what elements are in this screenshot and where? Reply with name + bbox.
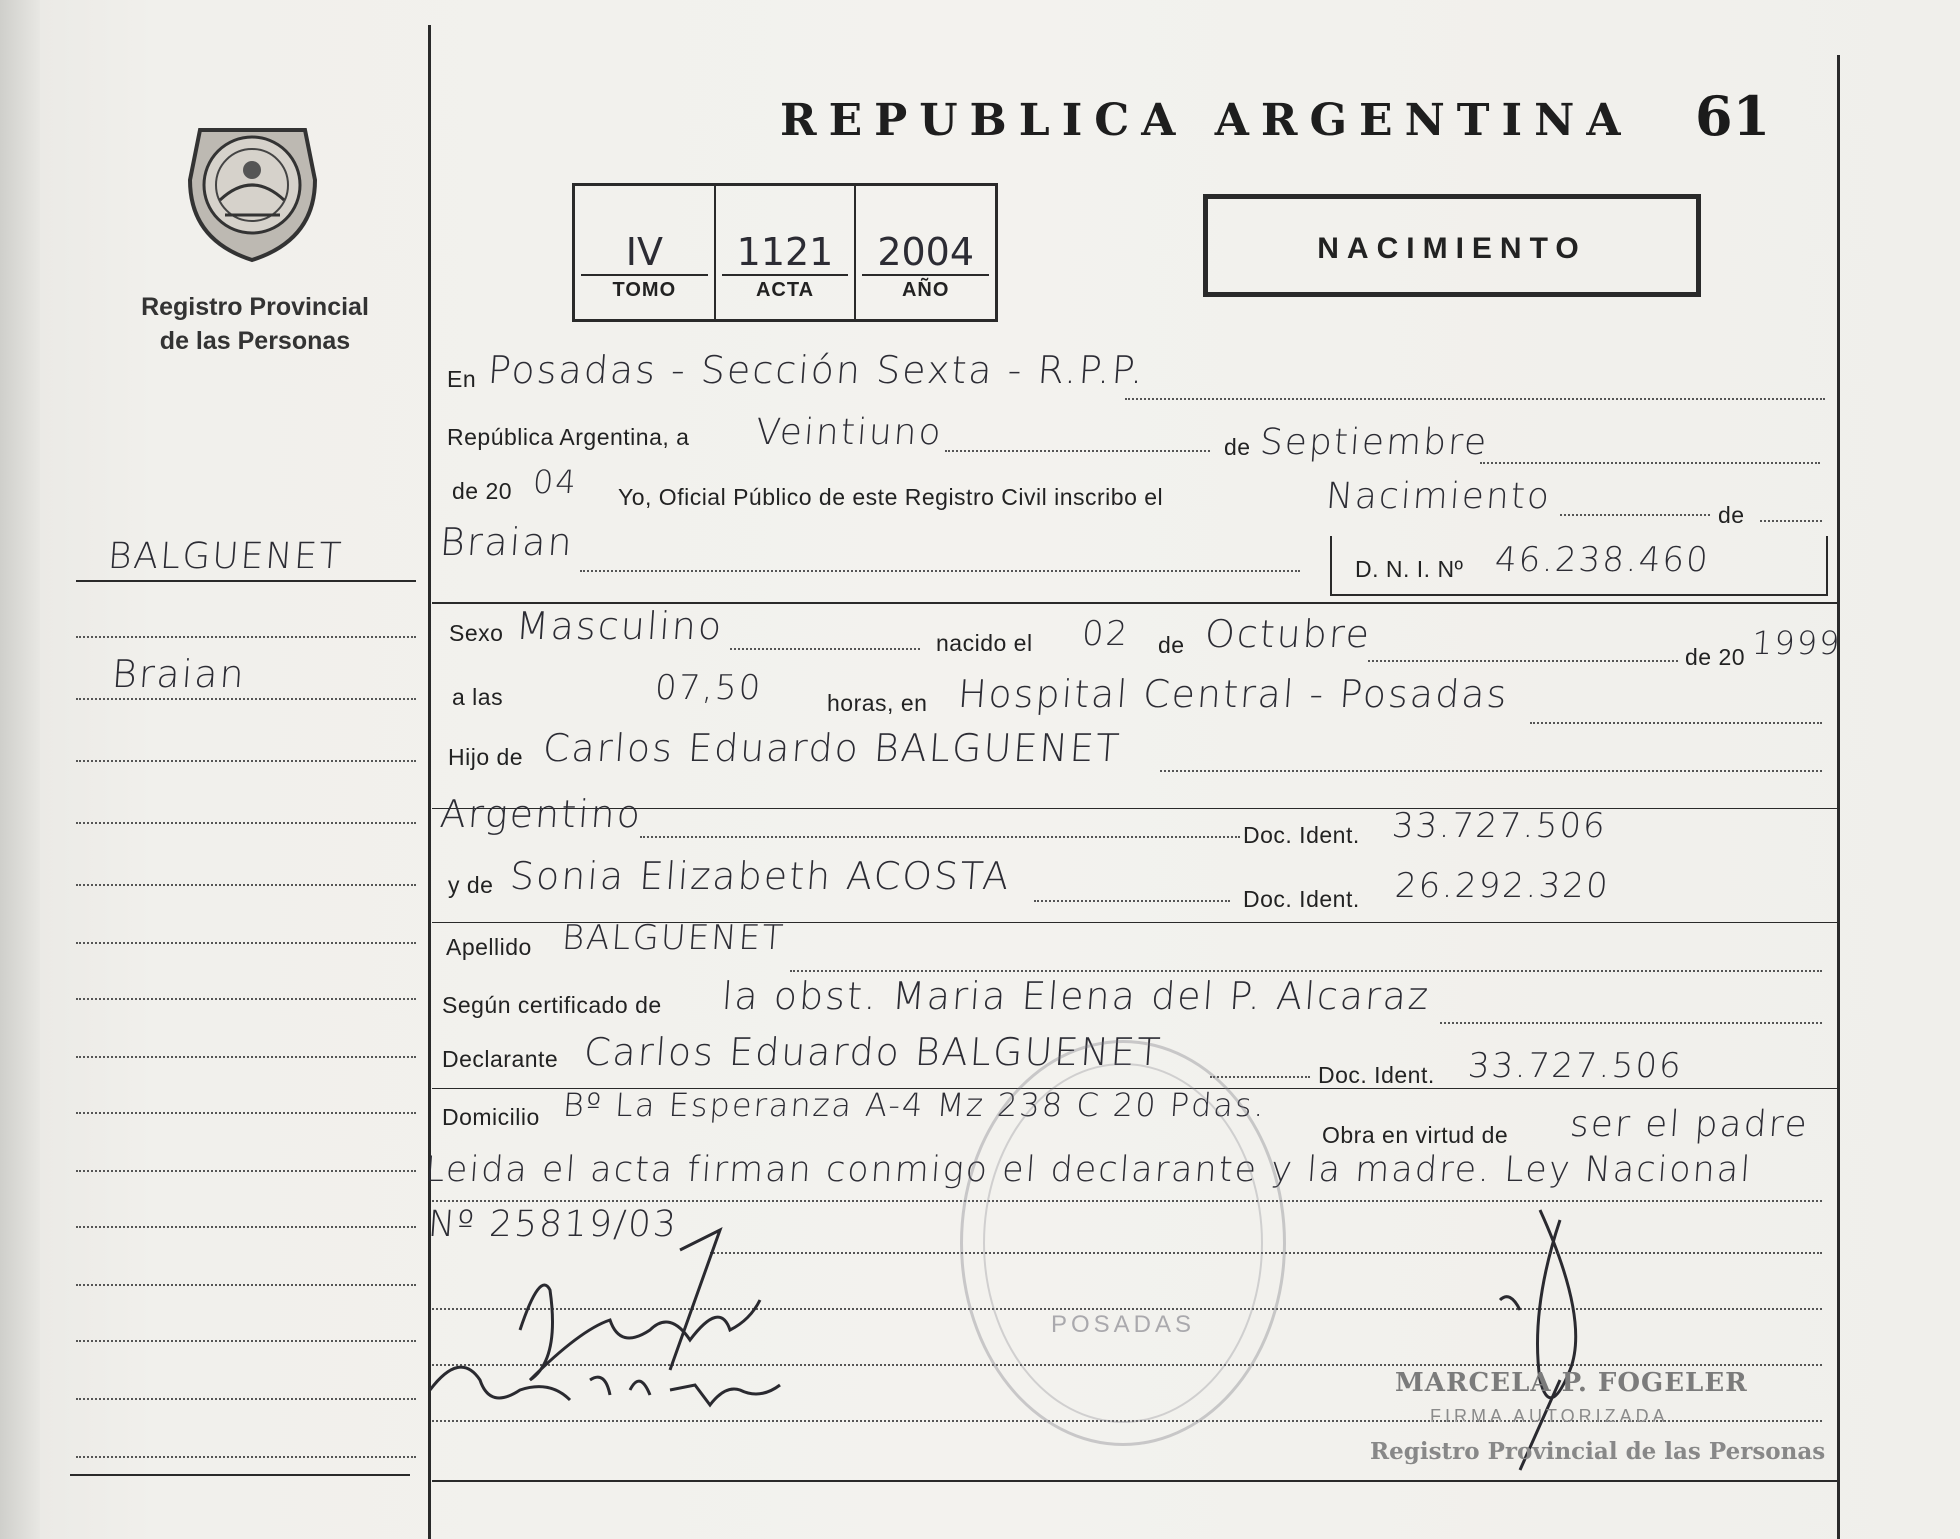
label-y-de: y de bbox=[448, 872, 494, 898]
certificate-value: la obst. Maria Elena del P. Alcaraz bbox=[720, 974, 1432, 1018]
label-sexo: Sexo bbox=[449, 620, 504, 646]
surname-value: BALGUENET bbox=[560, 918, 787, 958]
name-value: Braian bbox=[438, 520, 576, 564]
label-nacido: nacido el bbox=[936, 630, 1033, 656]
day-value: Veintiuno bbox=[754, 412, 945, 453]
registry-label-line1: Registro Provincial bbox=[141, 293, 369, 321]
registry-label-line2: de las Personas bbox=[159, 327, 351, 355]
tomo-cell bbox=[575, 186, 716, 319]
right-border bbox=[1837, 55, 1840, 1539]
declarant-signature bbox=[420, 1210, 840, 1430]
label-hijo-de: Hijo de bbox=[448, 744, 524, 770]
label-doc-ident-declarant: Doc. Ident. bbox=[1318, 1062, 1435, 1088]
place-value: Posadas - Sección Sexta - R.P.P. bbox=[486, 348, 1147, 392]
label-obra: Obra en virtud de bbox=[1322, 1122, 1509, 1148]
margin-given-name: Braian bbox=[110, 652, 248, 696]
birth-month-value: Octubre bbox=[1203, 612, 1373, 656]
birth-year-value: 1999 bbox=[1750, 624, 1843, 662]
father-doc-value: 33.727.506 bbox=[1390, 806, 1609, 846]
provincial-seal-icon bbox=[180, 110, 325, 265]
registry-label bbox=[120, 290, 390, 358]
document-type-box bbox=[1203, 194, 1701, 297]
anio-cell bbox=[856, 186, 995, 319]
margin-surname-line bbox=[76, 580, 416, 582]
mother-name-value: Sonia Elizabeth ACOSTA bbox=[508, 854, 1012, 898]
father-name-value: Carlos Eduardo BALGUENET bbox=[541, 726, 1123, 770]
label-horas-en: horas, en bbox=[827, 690, 928, 716]
label-yo-oficial: Yo, Oficial Público de este Registro Civil inscribo el bbox=[618, 484, 1164, 510]
anio-label: AÑO bbox=[901, 279, 950, 301]
acta-label: ACTA bbox=[755, 279, 815, 301]
label-de-birth-month: de bbox=[1158, 632, 1185, 658]
label-doc-ident-mother: Doc. Ident. bbox=[1243, 886, 1360, 912]
dni-value: 46.238.460 bbox=[1493, 540, 1712, 580]
official-registry: Registro Provincial de las Personas bbox=[1370, 1438, 1826, 1465]
label-apellido: Apellido bbox=[446, 934, 532, 960]
label-a-las: a las bbox=[452, 684, 504, 710]
label-en: En bbox=[447, 366, 477, 392]
acta-cell bbox=[716, 186, 857, 319]
folio-number: 61 bbox=[1695, 84, 1771, 148]
margin-surname: BALGUENET bbox=[106, 536, 345, 577]
anio-value: 2004 bbox=[877, 230, 975, 274]
official-name: MARCELA P. FOGELER bbox=[1395, 1368, 1748, 1398]
label-domicilio: Domicilio bbox=[442, 1104, 540, 1130]
label-de-act: de bbox=[1718, 502, 1745, 528]
bottom-line bbox=[432, 1480, 1837, 1482]
stamp-text: POSADAS bbox=[1050, 1311, 1196, 1338]
official-role: FIRMA AUTORIZADA bbox=[1430, 1406, 1669, 1426]
note-line-1: Leida el acta firman conmigo el declarante y la madre. Ley Nacional bbox=[423, 1150, 1754, 1190]
sex-value: Masculino bbox=[514, 604, 725, 648]
declarant-doc-value: 33.727.506 bbox=[1466, 1046, 1685, 1086]
month-value: Septiembre bbox=[1258, 422, 1490, 463]
margin-bottom-line bbox=[70, 1474, 410, 1476]
address-value: Bº La Esperanza A-4 Mz 238 C 20 Pdas. bbox=[561, 1086, 1268, 1124]
label-declarante: Declarante bbox=[442, 1046, 559, 1072]
declarant-name-value: Carlos Eduardo BALGUENET bbox=[582, 1030, 1164, 1074]
book-spine bbox=[0, 0, 40, 1539]
record-number-box bbox=[572, 183, 998, 322]
nationality-value: Argentino bbox=[438, 792, 644, 836]
label-doc-ident-father: Doc. Ident. bbox=[1243, 822, 1360, 848]
page-title: REPUBLICA ARGENTINA bbox=[780, 95, 1633, 146]
label-republica: República Argentina, a bbox=[447, 424, 690, 450]
acta-value: 1121 bbox=[736, 230, 834, 274]
tomo-label: TOMO bbox=[612, 279, 677, 301]
note-line-2: Nº 25819/03 bbox=[426, 1204, 680, 1245]
birth-day-value: 02 bbox=[1080, 614, 1131, 654]
label-de-month: de bbox=[1224, 434, 1251, 460]
tomo-value: IV bbox=[625, 230, 663, 274]
label-dni: D. N. I. Nº bbox=[1355, 556, 1464, 582]
act-value: Nacimiento bbox=[1324, 476, 1553, 517]
label-de-20: de 20 bbox=[452, 478, 513, 504]
birth-place-value: Hospital Central - Posadas bbox=[956, 672, 1510, 716]
obra-value: ser el padre bbox=[1568, 1104, 1811, 1145]
year-suffix-value: 04 bbox=[531, 463, 580, 501]
birth-time-value: 07,50 bbox=[653, 668, 764, 708]
mother-doc-value: 26.292.320 bbox=[1393, 866, 1612, 906]
document-type: NACIMIENTO bbox=[1317, 232, 1587, 265]
label-segun-certificado: Según certificado de bbox=[442, 992, 662, 1018]
official-stamp bbox=[960, 1040, 1286, 1446]
label-de-20-birth: de 20 bbox=[1685, 644, 1746, 670]
